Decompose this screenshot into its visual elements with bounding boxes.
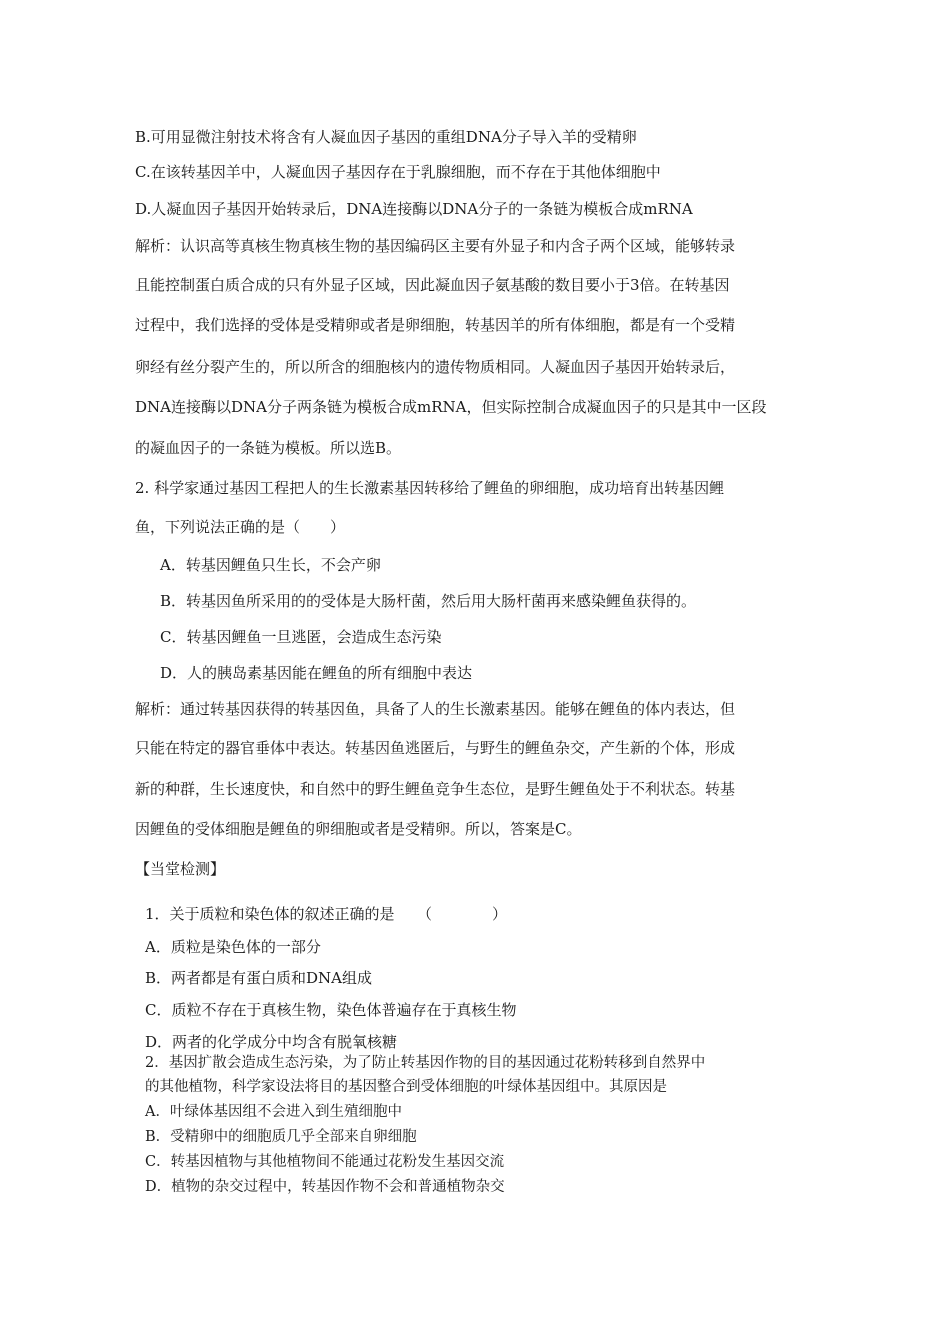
question-option: A．转基因鲤鱼只生长，不会产卵 xyxy=(160,556,381,574)
analysis-line: 的凝血因子的一条链为模板。所以选B。 xyxy=(135,439,402,457)
test-option: C．质粒不存在于真核生物，染色体普遍存在于真核生物 xyxy=(145,1001,517,1019)
test-option: D．两者的化学成分中均含有脱氧核糖 xyxy=(145,1033,398,1051)
question-stem: 鱼，下列说法正确的是（ ） xyxy=(135,518,346,536)
option-c-text: C.在该转基因羊中，人凝血因子基因存在于乳腺细胞，而不存在于其他体细胞中 xyxy=(135,163,661,181)
analysis-line: 过程中，我们选择的受体是受精卵或者是卵细胞，转基因羊的所有体细胞，都是有一个受精 xyxy=(135,316,736,334)
test-option: C．转基因植物与其他植物间不能通过花粉发生基因交流 xyxy=(145,1154,505,1170)
test-option: A．质粒是染色体的一部分 xyxy=(145,938,321,956)
analysis-line: 卵经有丝分裂产生的，所以所含的细胞核内的遗传物质相同。人凝血因子基因开始转录后， xyxy=(135,358,736,376)
test-option: D．植物的杂交过程中，转基因作物不会和普通植物杂交 xyxy=(145,1179,505,1195)
analysis-line: 因鲤鱼的受体细胞是鲤鱼的卵细胞或者是受精卵。所以，答案是C。 xyxy=(135,820,582,838)
analysis-line: 只能在特定的器官垂体中表达。转基因鱼逃匿后，与野生的鲤鱼杂交，产生新的个体，形成 xyxy=(135,739,736,757)
option-b-text: B.可用显微注射技术将含有人凝血因子基因的重组DNA分子导入羊的受精卵 xyxy=(135,128,637,146)
question-stem: 2. 科学家通过基因工程把人的生长激素基因转移给了鲤鱼的卵细胞，成功培育出转基因鲤 xyxy=(135,479,725,497)
section-title: 【当堂检测】 xyxy=(135,860,226,878)
test-option: A．叶绿体基因组不会进入到生殖细胞中 xyxy=(145,1104,402,1120)
question-option: C．转基因鲤鱼一旦逃匿，会造成生态污染 xyxy=(160,628,442,646)
test-option: B．受精卵中的细胞质几乎全部来自卵细胞 xyxy=(145,1129,417,1145)
option-d-text: D.人凝血因子基因开始转录后，DNA连接酶以DNA分子的一条链为模板合成mRNA xyxy=(135,200,693,218)
test-question-stem: 的其他植物，科学家设法将目的基因整合到受体细胞的叶绿体基因组中。其原因是 xyxy=(145,1079,667,1095)
analysis-line: DNA连接酶以DNA分子两条链为模板合成mRNA，但实际控制合成凝血因子的只是其中一区段 xyxy=(135,398,767,416)
analysis-line: 新的种群，生长速度快，和自然中的野生鲤鱼竞争生态位，是野生鲤鱼处于不利状态。转基 xyxy=(135,780,736,798)
test-option: B．两者都是有蛋白质和DNA组成 xyxy=(145,969,373,987)
analysis-line: 解析：认识高等真核生物真核生物的基因编码区主要有外显子和内含子两个区域，能够转录 xyxy=(135,237,736,255)
question-option: B．转基因鱼所采用的的受体是大肠杆菌，然后用大肠杆菌再来感染鲤鱼获得的。 xyxy=(160,592,697,610)
question-option: D．人的胰岛素基因能在鲤鱼的所有细胞中表达 xyxy=(160,664,473,682)
test-question-stem: 2．基因扩散会造成生态污染，为了防止转基因作物的目的基因通过花粉转移到自然界中 xyxy=(145,1055,706,1071)
analysis-line: 且能控制蛋白质合成的只有外显子区域，因此凝血因子氨基酸的数目要小于3倍。在转基因 xyxy=(135,276,730,294)
test-question-stem: 1．关于质粒和染色体的叙述正确的是 （ ） xyxy=(145,905,508,923)
analysis-line: 解析：通过转基因获得的转基因鱼，具备了人的生长激素基因。能够在鲤鱼的体内表达，但 xyxy=(135,700,736,718)
